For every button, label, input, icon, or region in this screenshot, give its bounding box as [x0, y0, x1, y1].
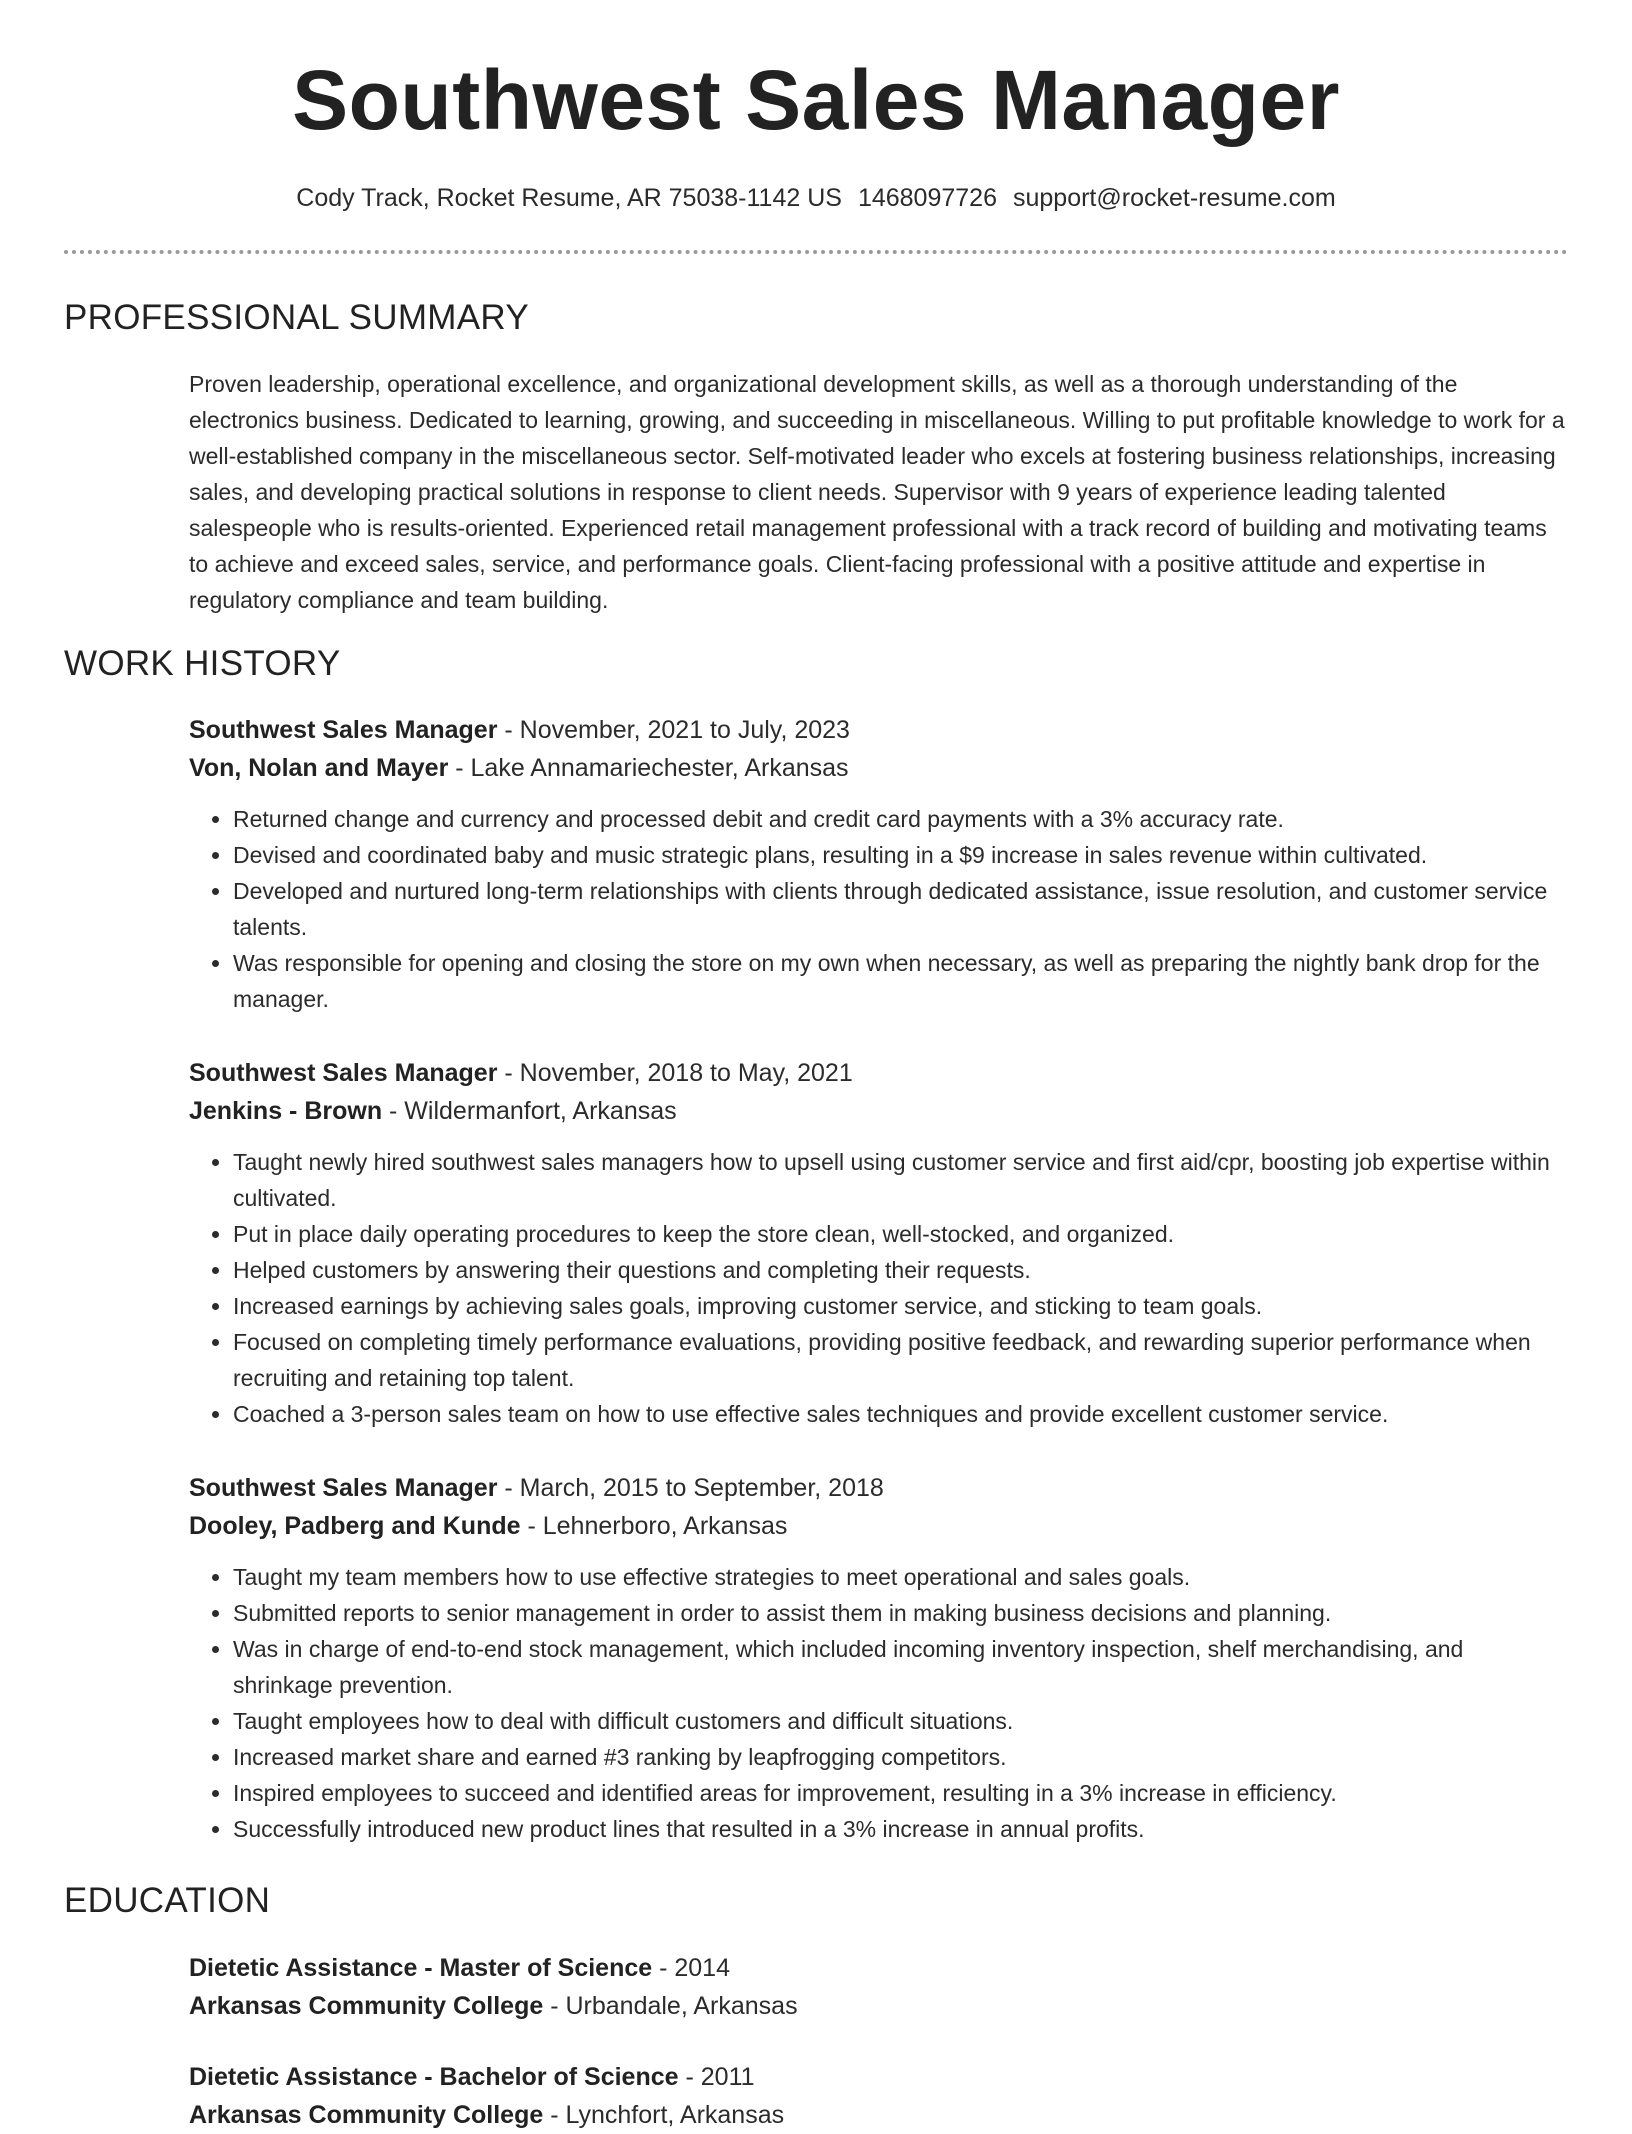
education-year: - 2014 [652, 1954, 730, 1982]
contact-email: support@rocket-resume.com [1012, 184, 1336, 212]
job-bullets [189, 1144, 1569, 1432]
education-school: Arkansas Community College [189, 2101, 544, 2129]
job-bullet: • Helped customers by answering their questions and completing their requests. [233, 1252, 1569, 1288]
job-title-line [189, 1054, 1569, 1092]
job-bullet: • Inspired employees to succeed and identified areas for improvement, resulting in a 3% increase in efficiency. [233, 1775, 1569, 1811]
job-bullets [189, 801, 1569, 1017]
job-role: Southwest Sales Manager [189, 1059, 498, 1087]
contact-line [0, 184, 1632, 213]
job-bullet: • Taught employees how to deal with difficult customers and difficult situations. [233, 1703, 1569, 1739]
education-location: - Urbandale, Arkansas [543, 1992, 798, 2020]
contact-address: Cody Track, Rocket Resume, AR 75038-1142 US [296, 184, 842, 212]
job-bullet: • Taught my team members how to use effective strategies to meet operational and sales goals. [233, 1559, 1569, 1595]
job-bullet: • Coached a 3-person sales team on how to use effective sales techniques and provide excellent customer service. [233, 1396, 1569, 1432]
job-role: Southwest Sales Manager [189, 716, 498, 744]
job-company-line [189, 1092, 1569, 1130]
job-location: - Lake Annamariechester, Arkansas [448, 754, 849, 782]
job-bullet: • Successfully introduced new product lines that resulted in a 3% increase in annual profits. [233, 1811, 1569, 1847]
job-bullet: • Focused on completing timely performance evaluations, providing positive feedback, and rewarding superior performance when recruiting and retaining top talent. [233, 1324, 1569, 1396]
job-entry [189, 711, 1569, 1017]
job-company: Dooley, Padberg and Kunde [189, 1512, 521, 1540]
job-dates: - November, 2021 to July, 2023 [497, 716, 850, 744]
job-bullet: • Increased market share and earned #3 ranking by leapfrogging competitors. [233, 1739, 1569, 1775]
job-title-line [189, 1469, 1569, 1507]
education-degree-line [189, 2058, 1569, 2096]
job-bullet: • Was responsible for opening and closing the store on my own when necessary, as well as preparing the nightly bank drop for the manager. [233, 945, 1569, 1017]
section-title-summary: PROFESSIONAL SUMMARY [64, 298, 529, 337]
education-school: Arkansas Community College [189, 1992, 544, 2020]
job-bullet: • Put in place daily operating procedures to keep the store clean, well-stocked, and organized. [233, 1216, 1569, 1252]
job-bullet: • Devised and coordinated baby and music strategic plans, resulting in a $9 increase in sales revenue within cultivated. [233, 837, 1569, 873]
education-school-line [189, 1987, 1569, 2025]
section-title-education: EDUCATION [64, 1881, 271, 1920]
education-school-line [189, 2096, 1569, 2134]
job-company-line [189, 749, 1569, 787]
job-dates: - March, 2015 to September, 2018 [497, 1474, 884, 1502]
job-bullet: • Taught newly hired southwest sales managers how to upsell using customer service and first aid/cpr, boosting job expertise within cultivated. [233, 1144, 1569, 1216]
job-bullet: • Submitted reports to senior management in order to assist them in making business decisions and planning. [233, 1595, 1569, 1631]
job-company: Von, Nolan and Mayer [189, 754, 449, 782]
job-entry [189, 1054, 1569, 1432]
job-role: Southwest Sales Manager [189, 1474, 498, 1502]
job-bullet: • Increased earnings by achieving sales goals, improving customer service, and sticking to team goals. [233, 1288, 1569, 1324]
education-degree-line [189, 1949, 1569, 1987]
education-entry [189, 1949, 1569, 2025]
header-divider [64, 250, 1568, 254]
contact-phone: 1468097726 [857, 184, 997, 212]
resume-name: Southwest Sales Manager [292, 53, 1340, 147]
education-year: - 2011 [678, 2063, 755, 2091]
job-bullet: • Returned change and currency and processed debit and credit card payments with a 3% accuracy rate. [233, 801, 1569, 837]
section-title-work-history: WORK HISTORY [64, 644, 341, 683]
job-location: - Wildermanfort, Arkansas [382, 1097, 677, 1125]
job-dates: - November, 2018 to May, 2021 [497, 1059, 853, 1087]
education-degree: Dietetic Assistance - Master of Science [189, 1954, 653, 1982]
job-bullets [189, 1559, 1569, 1847]
job-entry [189, 1469, 1569, 1847]
job-company-line [189, 1507, 1569, 1545]
job-location: - Lehnerboro, Arkansas [520, 1512, 788, 1540]
summary-text: Proven leadership, operational excellence, and organizational development skills, as well as a thorough understanding of the electronics business. Dedicated to learning, growing, and succeeding in miscellaneous. Willing to put profitable knowledge to work for a well-established company in the miscellaneous sector. Self-motivated leader who excels at fostering business relationships, increasing sales, and developing practical solutions in response to client needs. Supervisor with 9 years of experience leading talented salespeople who is results-oriented. Experienced retail management professional with a track record of building and motivating teams to achieve and exceed sales, service, and performance goals. Client-facing professional with a positive attitude and expertise in regulatory compliance and team building. [189, 371, 1565, 613]
job-company: Jenkins - Brown [189, 1097, 383, 1125]
job-bullet: • Developed and nurtured long-term relationships with clients through dedicated assistance, issue resolution, and customer service talents. [233, 873, 1569, 945]
education-entry [189, 2058, 1569, 2134]
education-degree: Dietetic Assistance - Bachelor of Science [189, 2063, 679, 2091]
job-title-line [189, 711, 1569, 749]
job-bullet: • Was in charge of end-to-end stock management, which included incoming inventory inspection, shelf merchandising, and shrinkage prevention. [233, 1631, 1569, 1703]
education-location: - Lynchfort, Arkansas [543, 2101, 785, 2129]
